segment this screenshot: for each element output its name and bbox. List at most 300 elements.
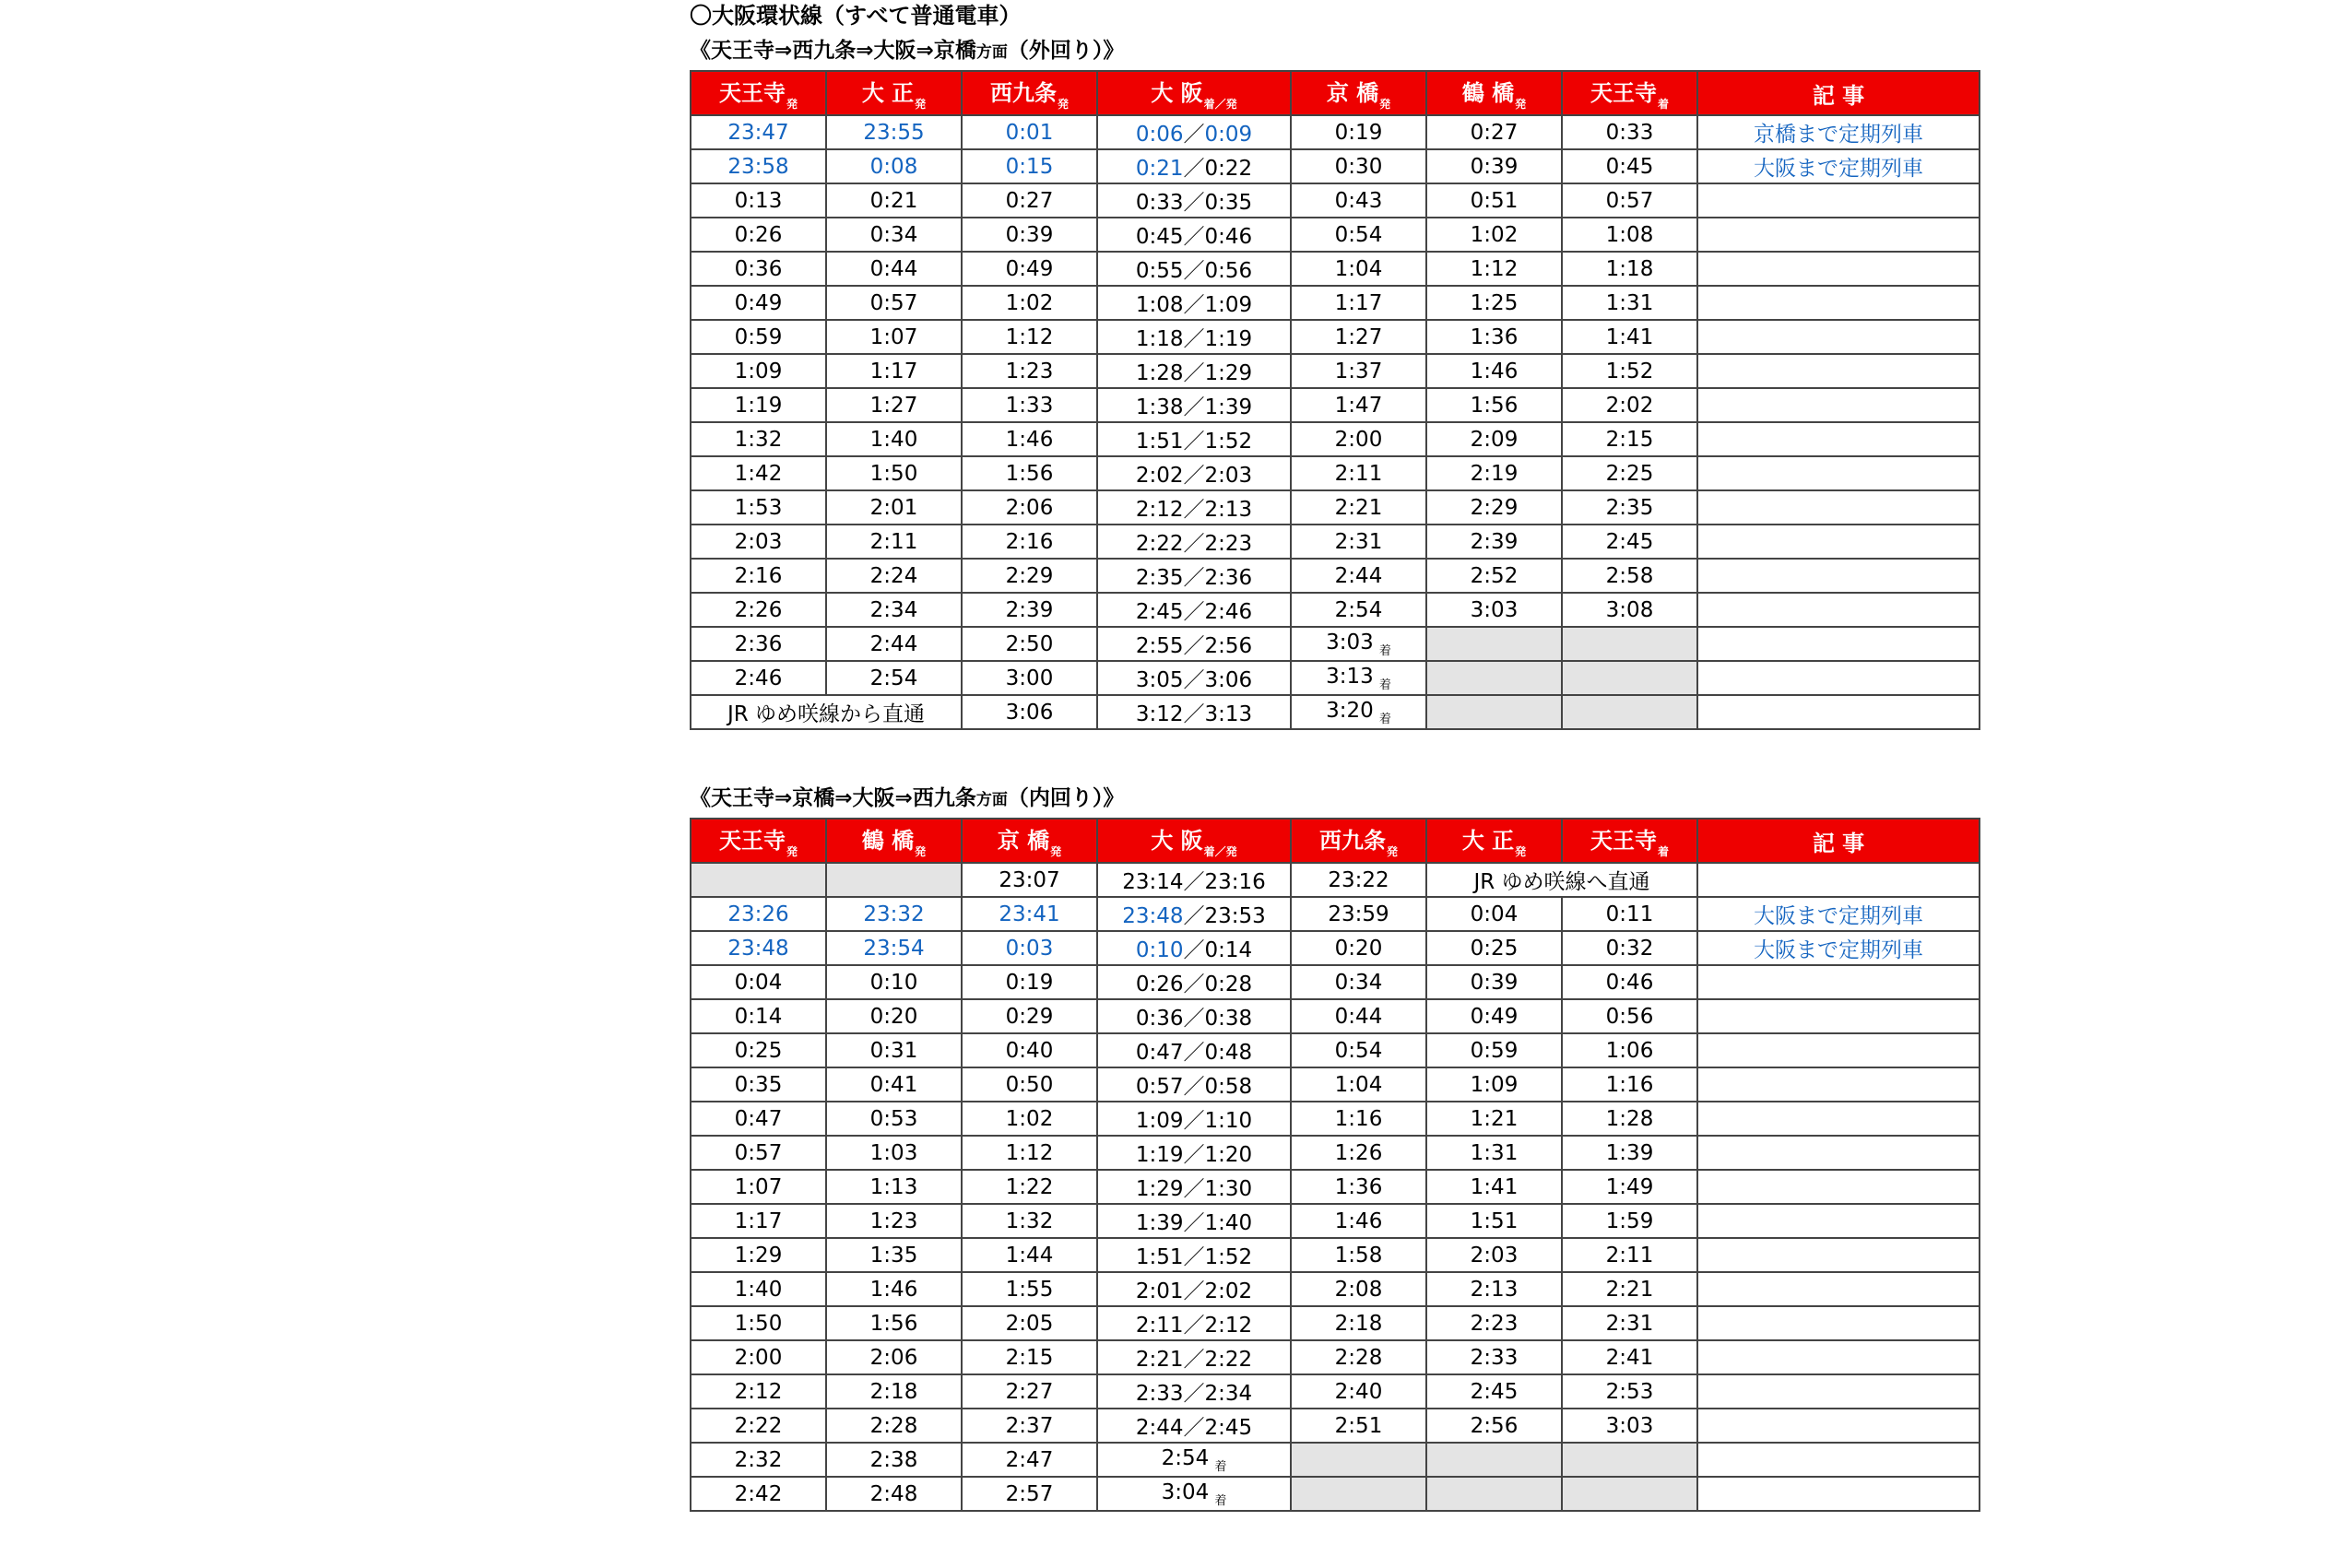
note-cell: 大阪まで定期列車 xyxy=(1697,931,1980,965)
time-cell: 2:12 xyxy=(691,1374,826,1409)
osaka-departure: 0:14 xyxy=(1204,938,1253,962)
time-cell: 1:09 xyxy=(691,354,826,388)
time-value: 1:41 xyxy=(1470,1174,1519,1199)
osaka-separator: ／ xyxy=(1183,293,1205,317)
note-cell xyxy=(1697,1170,1980,1204)
header-suffix: 発 xyxy=(915,98,927,111)
osaka-departure: 0:58 xyxy=(1204,1075,1253,1099)
time-value: 0:54 xyxy=(1334,222,1383,247)
time-cell: 1:53 xyxy=(691,490,826,525)
table-row xyxy=(691,1374,1980,1409)
time-value: 2:28 xyxy=(1334,1345,1383,1370)
note-cell xyxy=(1697,593,1980,627)
header-suffix: 発 xyxy=(915,845,927,858)
time-cell xyxy=(1426,490,1562,525)
osaka-arrival: 3:04 xyxy=(1161,1480,1210,1504)
time-value: 1:26 xyxy=(1334,1140,1383,1165)
time-cell xyxy=(1562,1102,1697,1136)
time-cell: 0:53 xyxy=(826,1102,962,1136)
time-value: 0:46 xyxy=(1605,970,1654,995)
osaka-departure: 0:48 xyxy=(1204,1041,1253,1065)
osaka-arrival: 2:33 xyxy=(1135,1382,1184,1406)
time-cell: 0:26 xyxy=(691,218,826,252)
outer-header-cell xyxy=(1291,71,1426,115)
osaka-departure: 1:52 xyxy=(1204,1245,1253,1269)
time-cell xyxy=(1291,183,1426,218)
time-cell: 0:13 xyxy=(691,183,826,218)
osaka-arrival: 2:01 xyxy=(1135,1279,1184,1303)
outer-header-cell xyxy=(826,71,962,115)
time-cell xyxy=(1562,1306,1697,1340)
time-cell xyxy=(1562,149,1697,183)
osaka-time-cell xyxy=(1097,627,1291,661)
time-value: 0:34 xyxy=(1334,970,1383,995)
time-cell xyxy=(1426,422,1562,456)
osaka-separator: ／ xyxy=(1183,938,1205,962)
time-cell: 2:15 xyxy=(962,1340,1097,1374)
time-cell: 0:57 xyxy=(826,286,962,320)
time-value: 2:44 xyxy=(1334,563,1383,588)
time-cell: 1:55 xyxy=(962,1272,1097,1306)
osaka-departure: 2:45 xyxy=(1204,1416,1253,1440)
table-row xyxy=(691,1204,1980,1238)
time-value: 0:20 xyxy=(1334,936,1383,961)
note-cell: 京橋まで定期列車 xyxy=(1697,115,1980,149)
time-cell: 2:54 xyxy=(826,661,962,695)
header-station-name: 鶴 橋 xyxy=(1461,80,1515,106)
outer-header-cell xyxy=(962,71,1097,115)
time-value: 2:21 xyxy=(1334,495,1383,520)
time-cell xyxy=(1291,931,1426,965)
header-suffix: 発 xyxy=(1379,98,1391,111)
time-cell xyxy=(1291,593,1426,627)
time-value: 2:18 xyxy=(1334,1311,1383,1336)
osaka-arrival: 2:45 xyxy=(1135,600,1184,624)
time-cell xyxy=(1426,1204,1562,1238)
header-suffix: 発 xyxy=(1386,845,1398,858)
time-value: 1:37 xyxy=(1334,359,1383,383)
time-value: 2:58 xyxy=(1605,563,1654,588)
header-suffix: 発 xyxy=(786,845,798,858)
time-cell: 2:38 xyxy=(826,1443,962,1477)
time-cell xyxy=(1426,525,1562,559)
time-cell: 23:26 xyxy=(691,897,826,931)
table-row xyxy=(691,1272,1980,1306)
osaka-departure: 2:02 xyxy=(1204,1279,1253,1303)
time-value: 0:04 xyxy=(1470,902,1519,926)
osaka-separator: ／ xyxy=(1183,1075,1205,1099)
time-cell: 0:36 xyxy=(691,252,826,286)
time-cell xyxy=(1562,1170,1697,1204)
table-row xyxy=(691,931,1980,965)
time-cell xyxy=(1426,1033,1562,1067)
osaka-arrival: 3:12 xyxy=(1135,702,1184,726)
header-station-name: 西九条 xyxy=(989,80,1057,106)
time-cell: 1:03 xyxy=(826,1136,962,1170)
table-row xyxy=(691,422,1980,456)
osaka-time-cell xyxy=(1097,897,1291,931)
time-cell: 0:27 xyxy=(962,183,1097,218)
header-station-name: 京 橋 xyxy=(1326,80,1379,106)
time-value: 0:44 xyxy=(1334,1004,1383,1029)
note-cell xyxy=(1697,999,1980,1033)
note-cell xyxy=(1697,1136,1980,1170)
osaka-departure: 23:53 xyxy=(1204,904,1266,928)
time-cell xyxy=(1291,1272,1426,1306)
time-cell: 0:41 xyxy=(826,1067,962,1102)
osaka-separator: ／ xyxy=(1183,973,1205,996)
note-cell xyxy=(1697,456,1980,490)
time-cell: 0:44 xyxy=(826,252,962,286)
time-cell: 0:29 xyxy=(962,999,1097,1033)
time-cell xyxy=(1291,1170,1426,1204)
osaka-separator: ／ xyxy=(1183,430,1205,454)
time-cell xyxy=(1291,897,1426,931)
osaka-arrival: 1:08 xyxy=(1135,293,1184,317)
time-value: 0:33 xyxy=(1605,120,1654,145)
osaka-arrival: 1:09 xyxy=(1135,1109,1184,1133)
osaka-departure: 0:22 xyxy=(1204,157,1253,181)
time-value: 1:09 xyxy=(1470,1072,1519,1097)
time-cell xyxy=(1426,388,1562,422)
osaka-arrival: 2:44 xyxy=(1135,1416,1184,1440)
osaka-arrival: 2:12 xyxy=(1135,498,1184,522)
inner-header-row xyxy=(691,819,1980,863)
time-cell xyxy=(1291,115,1426,149)
time-cell: 1:17 xyxy=(826,354,962,388)
time-cell: 2:05 xyxy=(962,1306,1097,1340)
osaka-time-cell xyxy=(1097,695,1291,729)
time-value: 1:16 xyxy=(1605,1072,1654,1097)
note-cell xyxy=(1697,627,1980,661)
table-row xyxy=(691,1409,1980,1443)
time-cell xyxy=(1291,252,1426,286)
table-row xyxy=(691,1102,1980,1136)
empty-cell xyxy=(826,863,962,897)
table-row xyxy=(691,286,1980,320)
time-cell xyxy=(1291,965,1426,999)
osaka-separator: ／ xyxy=(1183,634,1205,658)
time-cell xyxy=(1562,525,1697,559)
time-value: 3:03 xyxy=(1470,597,1519,622)
osaka-departure: 1:10 xyxy=(1204,1109,1253,1133)
time-cell xyxy=(1426,1306,1562,1340)
osaka-time-cell xyxy=(1097,388,1291,422)
time-cell xyxy=(1562,965,1697,999)
header-suffix: 発 xyxy=(1050,845,1062,858)
time-cell xyxy=(1291,1136,1426,1170)
time-cell xyxy=(1291,286,1426,320)
osaka-separator: ／ xyxy=(1183,1416,1205,1440)
osaka-separator: ／ xyxy=(1183,327,1205,351)
outer-header-cell xyxy=(1426,71,1562,115)
time-cell: 2:44 xyxy=(826,627,962,661)
osaka-separator: ／ xyxy=(1183,600,1205,624)
time-cell: 2:39 xyxy=(962,593,1097,627)
table-row xyxy=(691,695,1980,729)
time-cell xyxy=(1291,1340,1426,1374)
time-cell: 0:49 xyxy=(691,286,826,320)
time-cell xyxy=(1562,593,1697,627)
time-cell: 2:03 xyxy=(691,525,826,559)
time-value: 1:39 xyxy=(1605,1140,1654,1165)
time-cell: 23:07 xyxy=(962,863,1097,897)
time-cell: 0:50 xyxy=(962,1067,1097,1102)
time-cell xyxy=(1291,1374,1426,1409)
header-station-name: 天王寺 xyxy=(718,80,786,106)
arrival-suffix: 着 xyxy=(1378,643,1391,658)
time-value: 1:12 xyxy=(1470,256,1519,281)
time-value: 0:27 xyxy=(1470,120,1519,145)
osaka-arrival: 0:45 xyxy=(1135,225,1184,249)
time-value: 0:39 xyxy=(1470,970,1519,995)
time-cell: 0:19 xyxy=(962,965,1097,999)
time-value: 2:19 xyxy=(1470,461,1519,486)
osaka-separator: ／ xyxy=(1183,225,1205,249)
osaka-separator: ／ xyxy=(1183,566,1205,590)
osaka-departure: 2:12 xyxy=(1204,1314,1253,1338)
table-row xyxy=(691,1443,1980,1477)
outer-header-cell xyxy=(691,71,826,115)
time-cell: 1:33 xyxy=(962,388,1097,422)
osaka-time-cell xyxy=(1097,593,1291,627)
time-cell xyxy=(1426,252,1562,286)
osaka-arrival: 2:11 xyxy=(1135,1314,1184,1338)
time-cell xyxy=(1426,593,1562,627)
time-value: 2:31 xyxy=(1605,1311,1654,1336)
time-cell: 1:32 xyxy=(962,1204,1097,1238)
note-cell xyxy=(1697,252,1980,286)
header-station-name: 大 正 xyxy=(861,80,915,106)
time-cell xyxy=(1426,1374,1562,1409)
time-cell: 2:48 xyxy=(826,1477,962,1511)
time-cell: 0:08 xyxy=(826,149,962,183)
time-cell: 23:32 xyxy=(826,897,962,931)
time-cell xyxy=(1562,115,1697,149)
note-cell xyxy=(1697,1033,1980,1067)
osaka-departure: 0:38 xyxy=(1204,1007,1253,1031)
osaka-time-cell xyxy=(1097,1204,1291,1238)
header-station-name: 天王寺 xyxy=(1590,80,1657,106)
time-cell: 23:54 xyxy=(826,931,962,965)
arrival-suffix: 着 xyxy=(1378,678,1391,692)
osaka-time-cell xyxy=(1097,559,1291,593)
empty-cell xyxy=(1426,1477,1562,1511)
note-cell xyxy=(1697,286,1980,320)
empty-cell xyxy=(1562,661,1697,695)
table-row xyxy=(691,320,1980,354)
time-cell xyxy=(1562,183,1697,218)
osaka-time-cell xyxy=(1097,1477,1291,1511)
note-cell xyxy=(1697,354,1980,388)
osaka-time-cell xyxy=(1097,931,1291,965)
time-value: 3:20 xyxy=(1326,698,1374,723)
osaka-arrival: 1:18 xyxy=(1135,327,1184,351)
osaka-separator: ／ xyxy=(1183,1382,1205,1406)
time-value: 1:18 xyxy=(1605,256,1654,281)
arrival-suffix: 着 xyxy=(1214,1493,1227,1508)
time-cell xyxy=(1291,559,1426,593)
time-cell: 23:48 xyxy=(691,931,826,965)
time-cell: 2:47 xyxy=(962,1443,1097,1477)
table-row xyxy=(691,593,1980,627)
table-row xyxy=(691,525,1980,559)
time-value: 0:32 xyxy=(1605,936,1654,961)
time-cell xyxy=(1426,183,1562,218)
time-value: 3:08 xyxy=(1605,597,1654,622)
empty-cell xyxy=(1562,695,1697,729)
osaka-departure: 1:52 xyxy=(1204,430,1253,454)
time-cell: 2:42 xyxy=(691,1477,826,1511)
osaka-time-cell xyxy=(1097,1443,1291,1477)
time-cell xyxy=(1426,149,1562,183)
time-value: 2:39 xyxy=(1470,529,1519,554)
time-cell xyxy=(1562,218,1697,252)
table-row xyxy=(691,999,1980,1033)
time-cell: 2:32 xyxy=(691,1443,826,1477)
time-cell xyxy=(1562,422,1697,456)
table-row xyxy=(691,456,1980,490)
time-value: 0:59 xyxy=(1470,1038,1519,1063)
osaka-time-cell xyxy=(1097,525,1291,559)
time-cell: 0:47 xyxy=(691,1102,826,1136)
time-value: 1:47 xyxy=(1334,393,1383,418)
time-cell xyxy=(1426,354,1562,388)
osaka-arrival: 0:47 xyxy=(1135,1041,1184,1065)
table-row xyxy=(691,559,1980,593)
osaka-arrival: 2:21 xyxy=(1135,1348,1184,1372)
time-cell: 2:06 xyxy=(826,1340,962,1374)
osaka-separator: ／ xyxy=(1183,532,1205,556)
note-cell xyxy=(1697,863,1980,897)
osaka-separator: ／ xyxy=(1183,870,1205,894)
time-cell xyxy=(1291,695,1426,729)
note-cell: 大阪まで定期列車 xyxy=(1697,897,1980,931)
time-cell: 1:40 xyxy=(826,422,962,456)
time-value: 1:56 xyxy=(1470,393,1519,418)
time-value: 2:25 xyxy=(1605,461,1654,486)
time-cell: 0:01 xyxy=(962,115,1097,149)
time-cell xyxy=(1562,931,1697,965)
time-cell: 2:28 xyxy=(826,1409,962,1443)
time-cell: 1:44 xyxy=(962,1238,1097,1272)
table-row xyxy=(691,183,1980,218)
osaka-time-cell xyxy=(1097,863,1291,897)
time-cell xyxy=(1426,320,1562,354)
time-value: 3:03 xyxy=(1326,630,1374,654)
time-cell: 1:56 xyxy=(962,456,1097,490)
table-row xyxy=(691,1306,1980,1340)
osaka-arrival: 2:55 xyxy=(1135,634,1184,658)
table-row xyxy=(691,218,1980,252)
osaka-arrival: 0:21 xyxy=(1135,157,1184,181)
osaka-arrival: 0:55 xyxy=(1135,259,1184,283)
through-service-cell: JR ゆめ咲線へ直通 xyxy=(1426,863,1697,897)
time-cell xyxy=(1291,661,1426,695)
time-value: 1:04 xyxy=(1334,256,1383,281)
osaka-time-cell xyxy=(1097,999,1291,1033)
time-value: 0:11 xyxy=(1605,902,1654,926)
time-cell xyxy=(1291,218,1426,252)
time-value: 1:59 xyxy=(1605,1208,1654,1233)
time-cell xyxy=(1562,1238,1697,1272)
time-value: 2:35 xyxy=(1605,495,1654,520)
header-suffix: 発 xyxy=(1515,845,1527,858)
time-value: 0:25 xyxy=(1470,936,1519,961)
time-cell: 2:16 xyxy=(962,525,1097,559)
time-cell xyxy=(1562,1136,1697,1170)
time-cell xyxy=(1562,1067,1697,1102)
osaka-time-cell xyxy=(1097,1238,1291,1272)
note-cell xyxy=(1697,1204,1980,1238)
time-cell: 2:37 xyxy=(962,1409,1097,1443)
time-cell: 0:49 xyxy=(962,252,1097,286)
time-cell: 3:06 xyxy=(962,695,1097,729)
header-station-name: 記 事 xyxy=(1812,82,1865,109)
table-row xyxy=(691,1033,1980,1067)
time-cell: 1:46 xyxy=(962,422,1097,456)
osaka-time-cell xyxy=(1097,965,1291,999)
time-value: 3:13 xyxy=(1326,664,1374,689)
time-cell xyxy=(1291,1409,1426,1443)
time-cell xyxy=(1291,1204,1426,1238)
osaka-separator: ／ xyxy=(1183,1177,1205,1201)
time-cell xyxy=(1291,1033,1426,1067)
time-cell: 1:12 xyxy=(962,320,1097,354)
osaka-time-cell xyxy=(1097,1340,1291,1374)
osaka-departure: 1:29 xyxy=(1204,361,1253,385)
arrival-suffix: 着 xyxy=(1214,1459,1227,1474)
osaka-separator: ／ xyxy=(1183,702,1205,726)
time-cell xyxy=(1562,897,1697,931)
time-value: 2:29 xyxy=(1470,495,1519,520)
time-cell xyxy=(1291,525,1426,559)
empty-cell xyxy=(691,863,826,897)
time-cell: 0:59 xyxy=(691,320,826,354)
time-value: 1:49 xyxy=(1605,1174,1654,1199)
table-row xyxy=(691,149,1980,183)
osaka-time-cell xyxy=(1097,422,1291,456)
time-cell: 1:19 xyxy=(691,388,826,422)
time-value: 1:58 xyxy=(1334,1243,1383,1267)
time-cell: 1:32 xyxy=(691,422,826,456)
time-cell: 0:35 xyxy=(691,1067,826,1102)
header-suffix: 着 xyxy=(1657,845,1669,858)
time-cell: 2:22 xyxy=(691,1409,826,1443)
inner-header-cell xyxy=(826,819,962,863)
osaka-departure: 1:40 xyxy=(1204,1211,1253,1235)
time-value: 1:08 xyxy=(1605,222,1654,247)
time-cell: 0:57 xyxy=(691,1136,826,1170)
time-cell xyxy=(1291,490,1426,525)
time-value: 2:40 xyxy=(1334,1379,1383,1404)
osaka-arrival: 1:29 xyxy=(1135,1177,1184,1201)
osaka-separator: ／ xyxy=(1183,395,1205,419)
time-cell xyxy=(1291,1102,1426,1136)
osaka-separator: ／ xyxy=(1183,498,1205,522)
time-cell: 1:46 xyxy=(826,1272,962,1306)
osaka-departure: 2:46 xyxy=(1204,600,1253,624)
header-suffix: 着／発 xyxy=(1203,845,1237,858)
osaka-arrival: 0:10 xyxy=(1135,938,1184,962)
time-cell: 2:24 xyxy=(826,559,962,593)
time-value: 2:11 xyxy=(1605,1243,1654,1267)
time-cell xyxy=(1562,252,1697,286)
osaka-arrival: 0:06 xyxy=(1135,123,1184,147)
header-station-name: 記 事 xyxy=(1812,830,1865,856)
time-cell: 0:03 xyxy=(962,931,1097,965)
osaka-arrival: 23:14 xyxy=(1122,870,1184,894)
